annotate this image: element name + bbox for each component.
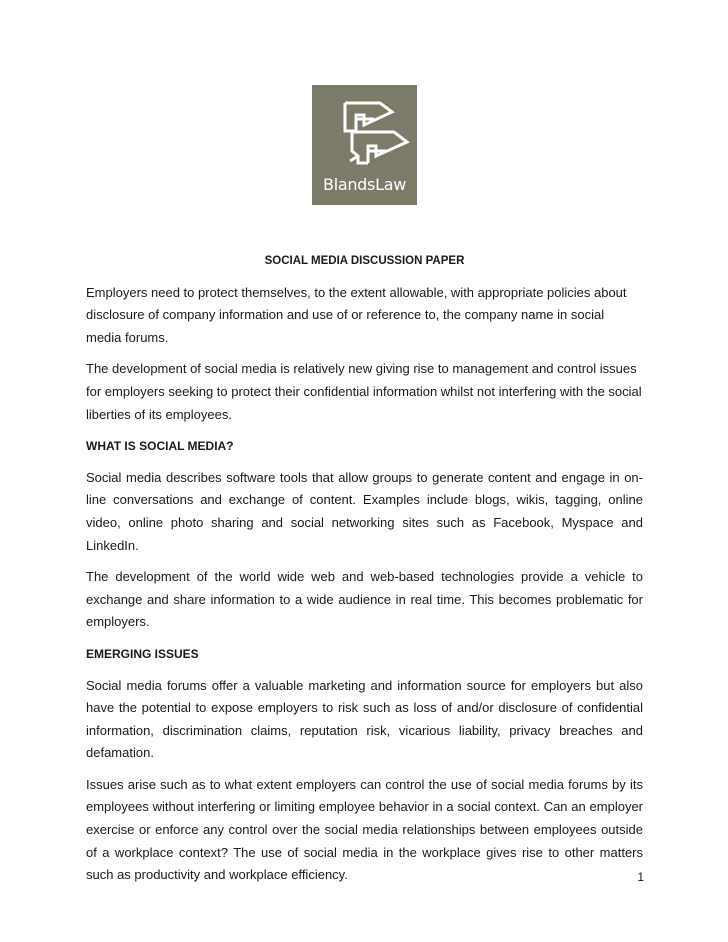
blandslaw-logo (312, 85, 417, 205)
section-1-paragraph-2: The development of the world wide web and web-based technologies provide a vehicle to exchange and share information to a wide audience in real time. This becomes problematic for employers. (86, 569, 643, 630)
page-number: 1 (637, 870, 644, 884)
intro-paragraph-1: Employers need to protect themselves, to the extent allowable, with appropriate policies about disclosure of company information and use of or reference to, the company name in social media forums. (86, 284, 627, 345)
intro-paragraph-2: The development of social media is relatively new giving rise to management and control issues for employers seeking to protect their confidential information whilst not interfering with the social liberties of its employees. (86, 361, 642, 422)
section-2-paragraph-1: Social media forums offer a valuable marketing and information source for employers but also have the potential to expose employers to risk such as loss of and/or disclosure of confidential information, discrimination claims, reputation risk, vicarious liability, privacy breaches and defamation. (86, 677, 643, 761)
document-body (86, 250, 643, 896)
logo-brand-text: BlandsLaw (323, 175, 406, 194)
section-heading-emerging-issues: EMERGING ISSUES (86, 646, 199, 661)
section-heading-what-is-social-media: WHAT IS SOCIAL MEDIA? (86, 439, 234, 454)
section-1-paragraph-1: Social media describes software tools that allow groups to generate content and engage in on-line conversations and exchange of content. Examples include blogs, wikis, tagging, online video, online photo sharing and social networking sites such as Facebook, Myspace and LinkedIn. (86, 469, 643, 553)
section-2-paragraph-2: Issues arise such as to what extent employers can control the use of social media forums by its employees without interfering or limiting employee behavior in a social context. Can an employer exercise or enforce any control over the social media relationships between employees outside of a workplace context? The use of social media in the workplace gives rise to other matters such as productivity and workplace efficiency. (86, 776, 643, 883)
document-title: SOCIAL MEDIA DISCUSSION PAPER (264, 255, 465, 267)
